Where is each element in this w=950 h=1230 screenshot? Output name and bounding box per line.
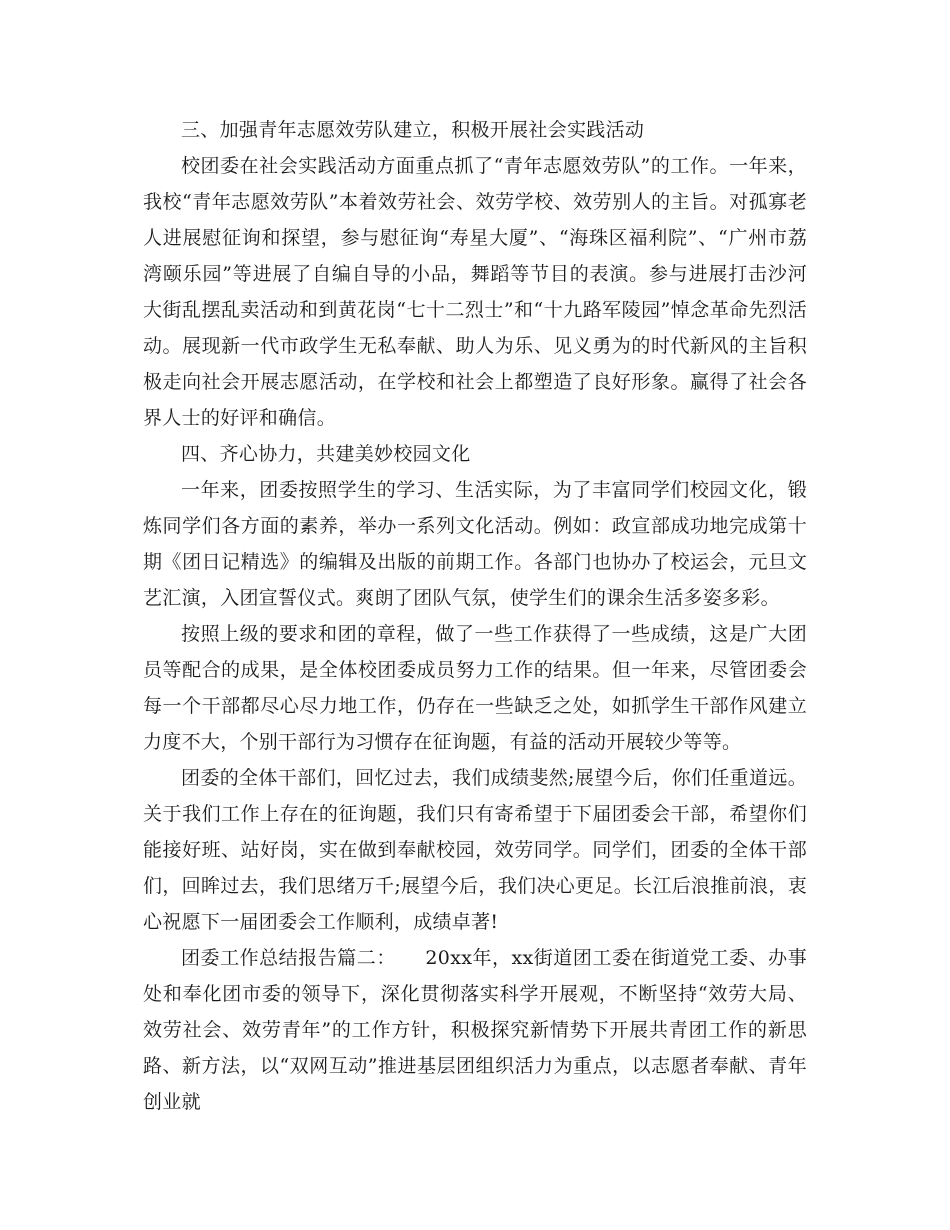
paragraph-report-part-two: 团委工作总结报告篇二： 20xx年，xx街道团工委在街道党工委、办事处和奉化团市委的领导下，深化贯彻落实科学开展观，不断坚持“效劳大局、效劳社会、效劳青年”的工作方针，积极探究新情势下开展共青团工作的新思路、新方法，以“双网互动”推进基层团组织活力为重点，以志愿者奉献、青年创业就 bbox=[143, 947, 807, 1113]
paragraph-campus-culture: 一年来，团委按照学生的学习、生活实际，为了丰富同学们校园文化，锻炼同学们各方面的素养，举办一系列文化活动。例如：政宣部成功地完成第十期《团日记精选》的编辑及出版的前期工作。各部门也协办了校运会，元旦文艺汇演，入团宣誓仪式。爽朗了团队气氛，使学生们的课余生活多姿多彩。 bbox=[143, 479, 807, 609]
paragraph-outlook: 团委的全体干部们，回忆过去，我们成绩斐然;展望今后，你们任重道远。关于我们工作上存在的征询题，我们只有寄希望于下届团委会干部，希望你们能接好班、站好岗，实在做到奉献校园，效劳同学。同学们，团委的全体干部们，回眸过去，我们思绪万千;展望今后，我们决心更足。长江后浪推前浪，衷心祝愿下一届团委会工作顺利，成绩卓著! bbox=[143, 767, 807, 933]
paragraph-achievements: 按照上级的要求和团的章程，做了一些工作获得了一些成绩，这是广大团员等配合的成果，是全体校团委成员努力工作的结果。但一年来，尽管团委会每一个干部都尽心尽力地工作，仍存在一些缺乏之处，如抓学生干部作风建立力度不大，个别干部行为习惯存在征询题，有益的活动开展较少等等。 bbox=[143, 623, 807, 753]
section-heading-4: 四、齐心协力，共建美妙校园文化 bbox=[181, 443, 471, 465]
section-heading-3: 三、加强青年志愿效劳队建立，积极开展社会实践活动 bbox=[181, 119, 645, 141]
document-body bbox=[143, 112, 807, 1120]
paragraph-volunteer-team: 校团委在社会实践活动方面重点抓了“青年志愿效劳队”的工作。一年来，我校“青年志愿效劳队”本着效劳社会、效劳学校、效劳别人的主旨。对孤寡老人进展慰征询和探望，参与慰征询“寿星大厦”、“海珠区福利院”、“广州市荔湾颐乐园”等进展了自编自导的小品，舞蹈等节目的表演。参与进展打击沙河大街乱摆乱卖活动和到黄花岗“七十二烈士”和“十九路军陵园”悼念革命先烈活动。展现新一代市政学生无私奉献、助人为乐、见义勇为的时代新风的主旨积极走向社会开展志愿活动，在学校和社会上都塑造了良好形象。赢得了社会各界人士的好评和确信。 bbox=[143, 155, 807, 429]
